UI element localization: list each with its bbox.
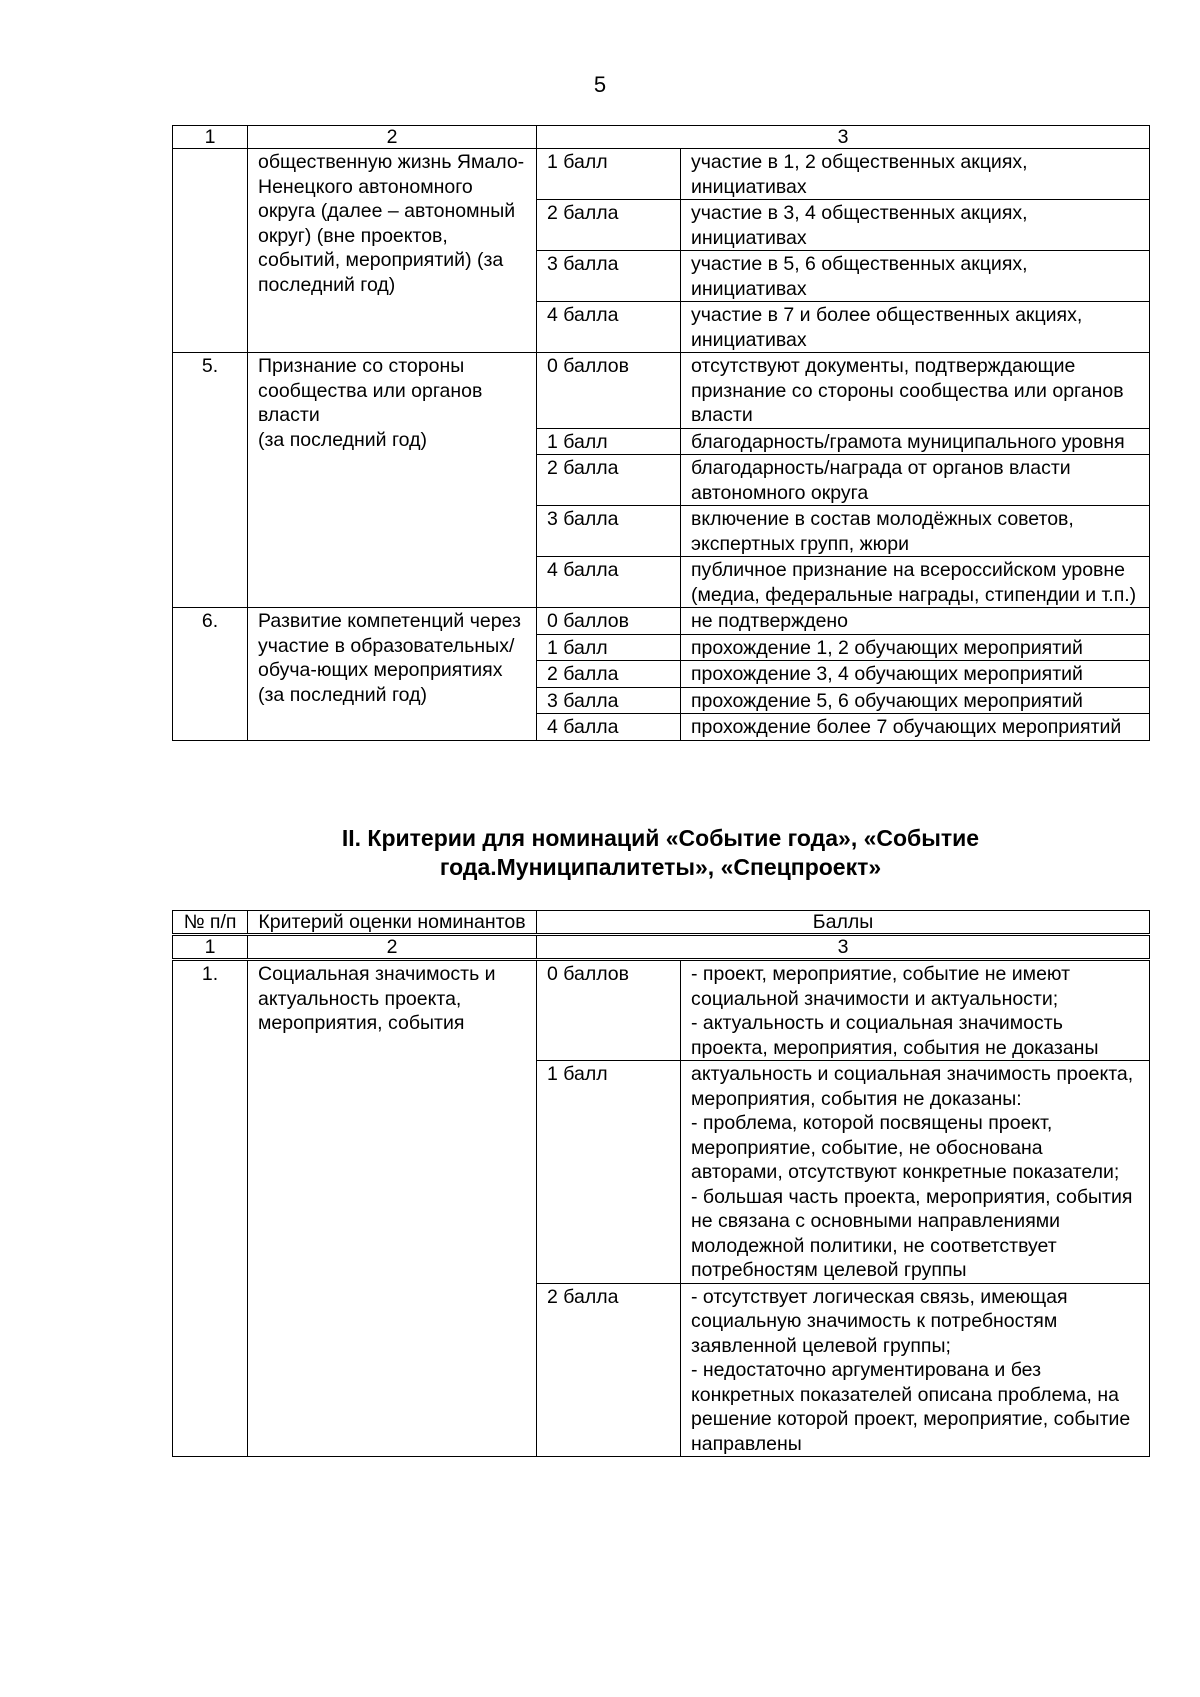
description-cell: прохождение более 7 обучающих мероприятий	[681, 714, 1150, 741]
description-line: - отсутствует логическая связь, имеющая социальную значимость к потребностям заявленной целевой группы;	[691, 1285, 1068, 1357]
table-row	[173, 960, 1150, 1061]
row-number: 5.	[173, 353, 248, 608]
description-cell: прохождение 5, 6 обучающих мероприятий	[681, 687, 1150, 714]
points-cell: 4 балла	[537, 714, 681, 741]
description-cell: благодарность/награда от органов власти автономного округа	[681, 455, 1150, 506]
section-title-line: года.Муниципалитеты», «Спецпроект»	[439, 854, 882, 880]
section-title	[172, 824, 1149, 882]
description-cell	[681, 960, 1150, 1061]
description-cell: прохождение 1, 2 обучающих мероприятий	[681, 634, 1150, 661]
description-line: - недостаточно аргументирована и без конкретных показателей описана проблема, на решение которой проект, мероприятие, событие направлены	[691, 1359, 1131, 1455]
description-cell: участие в 7 и более общественных акциях, инициативах	[681, 302, 1150, 353]
head-points: Баллы	[537, 911, 1150, 935]
description-line: - большая часть проекта, мероприятия, события не связана с основными направлениями молодежной политики, не соответствует потребностям целевой группы	[691, 1185, 1133, 1281]
head-criterion: Критерий оценки номинантов	[248, 911, 537, 935]
points-cell: 4 балла	[537, 302, 681, 353]
points-cell: 3 балла	[537, 251, 681, 302]
points-cell: 1 балл	[537, 1061, 681, 1284]
criterion-text: Признание со стороны сообщества или органов власти	[258, 355, 483, 426]
row-number	[173, 149, 248, 353]
description-cell: не подтверждено	[681, 608, 1150, 635]
description-cell: участие в 3, 4 общественных акциях, инициативах	[681, 200, 1150, 251]
description-cell: участие в 1, 2 общественных акциях, инициативах	[681, 149, 1150, 200]
criterion-cell: общественную жизнь Ямало-Ненецкого автономного округа (далее – автономный округ) (вне проектов, событий, мероприятий) (за последний год)	[248, 149, 537, 353]
description-cell: публичное признание на всероссийском уровне (медиа, федеральные награды, стипендии и т.п.)	[681, 557, 1150, 608]
description-cell: прохождение 3, 4 обучающих мероприятий	[681, 661, 1150, 688]
description-cell: включение в состав молодёжных советов, экспертных групп, жюри	[681, 506, 1150, 557]
description-cell: отсутствуют документы, подтверждающие признание со стороны сообщества или органов власти	[681, 353, 1150, 429]
points-cell: 2 балла	[537, 1283, 681, 1457]
table-head-row	[173, 911, 1150, 935]
column-number: 3	[537, 935, 1150, 960]
points-cell: 3 балла	[537, 687, 681, 714]
description-line: - проект, мероприятие, событие не имеют социальной значимости и актуальности;	[691, 963, 1071, 1010]
points-cell: 2 балла	[537, 661, 681, 688]
description-cell	[681, 1283, 1150, 1457]
table-row	[173, 149, 1150, 200]
points-cell: 1 балл	[537, 149, 681, 200]
description-line: - актуальность и социальная значимость проекта, мероприятия, события не доказаны	[691, 1012, 1099, 1059]
column-number: 1	[173, 126, 248, 149]
page-number: 5	[593, 72, 607, 97]
points-cell: 1 балл	[537, 428, 681, 455]
column-number-row	[173, 126, 1150, 149]
column-number: 2	[248, 935, 537, 960]
head-number: № п/п	[173, 911, 248, 935]
description-line: - проблема, которой посвящены проект, мероприятие, событие, не обоснована авторами, отсутствуют конкретные показатели;	[691, 1112, 1120, 1183]
criterion-cell: Социальная значимость и актуальность проекта, мероприятия, события	[248, 960, 537, 1457]
criterion-cell: Развитие компетенций через участие в образовательных/обуча-ющих мероприятиях (за последний год)	[248, 608, 537, 741]
criteria-table-continued	[172, 125, 1150, 741]
section-title-line: II. Критерии для номинаций «Событие года», «Событие	[341, 825, 980, 851]
description-cell	[681, 1061, 1150, 1284]
points-cell: 2 балла	[537, 455, 681, 506]
criterion-cell	[248, 353, 537, 608]
points-cell: 4 балла	[537, 557, 681, 608]
event-criteria-table	[172, 910, 1150, 1457]
table-row	[173, 353, 1150, 429]
row-number: 6.	[173, 608, 248, 741]
column-number: 3	[537, 126, 1150, 149]
row-number: 1.	[173, 960, 248, 1457]
description-cell: благодарность/грамота муниципального уровня	[681, 428, 1150, 455]
points-cell: 0 баллов	[537, 960, 681, 1061]
column-number-row	[173, 935, 1150, 960]
points-cell: 0 баллов	[537, 353, 681, 429]
column-number: 1	[173, 935, 248, 960]
description-line: актуальность и социальная значимость проекта, мероприятия, события не доказаны:	[691, 1063, 1134, 1110]
points-cell: 3 балла	[537, 506, 681, 557]
criterion-period: (за последний год)	[258, 428, 427, 451]
points-cell: 0 баллов	[537, 608, 681, 635]
points-cell: 1 балл	[537, 634, 681, 661]
column-number: 2	[248, 126, 537, 149]
description-cell: участие в 5, 6 общественных акциях, инициативах	[681, 251, 1150, 302]
table-row	[173, 608, 1150, 635]
points-cell: 2 балла	[537, 200, 681, 251]
